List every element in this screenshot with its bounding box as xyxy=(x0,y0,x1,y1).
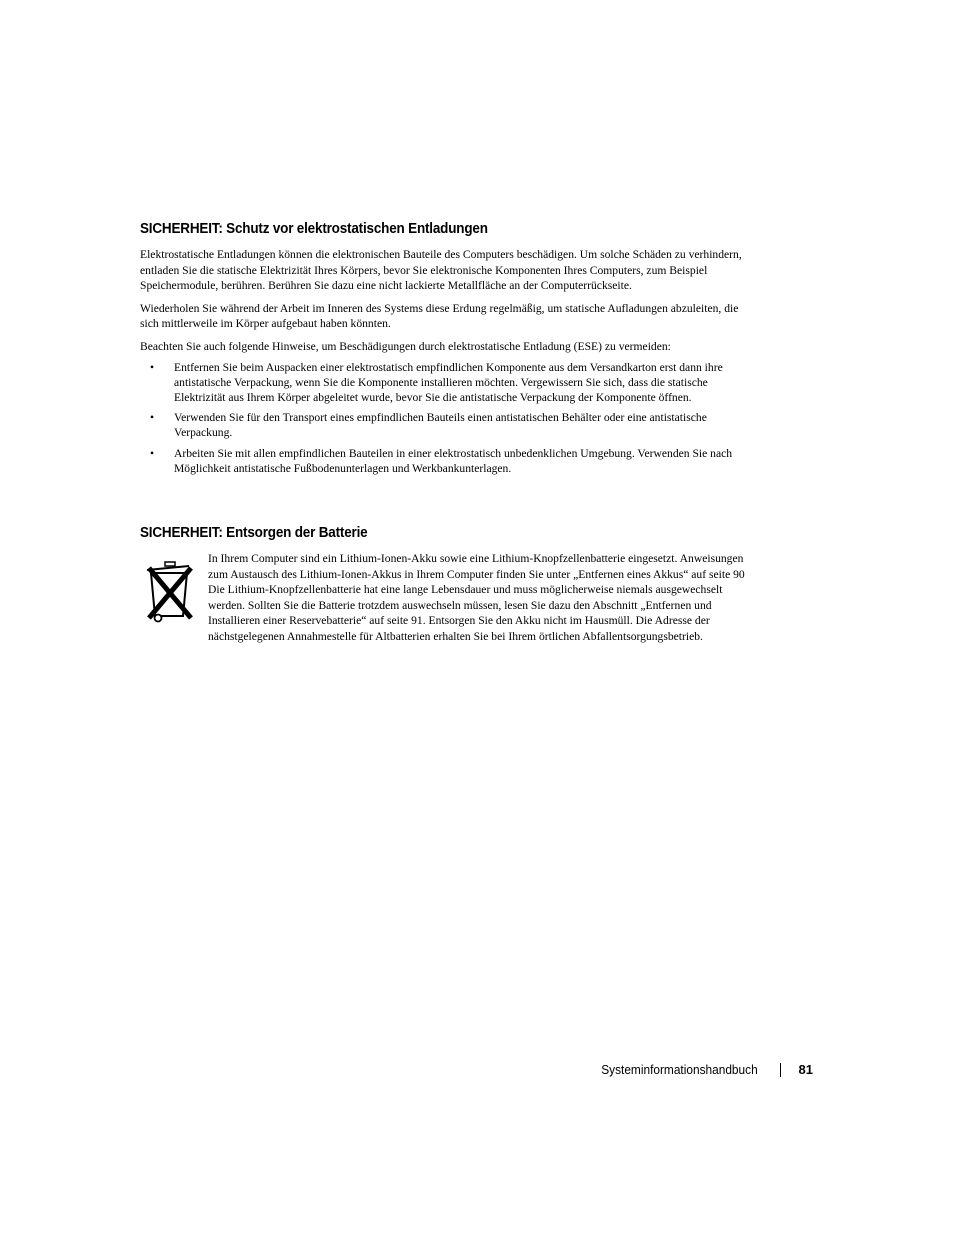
document-title: Systeminformationshandbuch xyxy=(601,1062,758,1077)
bullet-list xyxy=(140,361,754,477)
page-footer xyxy=(593,1062,813,1077)
bullet-icon: • xyxy=(150,446,155,460)
list-item-text: Arbeiten Sie mit allen empfindlichen Bauteilen in einer elektrostatisch unbedenklichen Umgebung. Verwenden Sie nach Möglichkeit antistatische Fußbodenunterlagen und Werkbankunterlagen. xyxy=(174,446,733,475)
list-item-text: Entfernen Sie beim Auspacken einer elektrostatisch empfindlichen Komponente aus dem Versandkarton erst dann ihre antistatische Verpackung, wenn Sie die Komponente installieren möchten. Vergewissern Sie sich, dass die statische Elektrizität aus Ihrem Körper abgeleitet wurde, bevor Sie die antistatische Verpackung der Komponente öffnen. xyxy=(174,361,723,404)
bullet-icon: • xyxy=(150,361,155,374)
bullet-icon: • xyxy=(150,411,155,425)
list-item xyxy=(140,361,754,405)
crossed-out-wheelie-bin-icon xyxy=(145,560,195,624)
paragraph: Beachten Sie auch folgende Hinweise, um Beschädigungen durch elektrostatische Entladung (ESE) zu vermeiden: xyxy=(140,339,671,353)
footer-divider xyxy=(780,1063,781,1077)
section-body-esd xyxy=(140,247,754,483)
list-item-text: Verwenden Sie für den Transport eines empfindlichen Bauteils einen antistatischen Behälter oder eine antistatische Verpackung. xyxy=(174,411,707,440)
list-item xyxy=(140,447,754,477)
section-heading-esd: SICHERHEIT: Schutz vor elektrostatischen Entladungen xyxy=(140,221,488,237)
page-number: 81 xyxy=(798,1062,813,1077)
list-item xyxy=(140,411,754,441)
paragraph: Elektrostatische Entladungen können die elektronischen Bauteile des Computers beschädigen. Um solche Schäden zu verhindern, entladen Sie die statische Elektrizität Ihres Körpers, bevor Sie elektronische Komponenten Ihres Computers, zum Beispiel Speichermodule, berühren. Berühren Sie dazu eine nicht lackierte Metallfläche an der Computerrückseite. xyxy=(140,248,742,292)
section-heading-battery: SICHERHEIT: Entsorgen der Batterie xyxy=(140,525,368,541)
battery-disposal-text: In Ihrem Computer sind ein Lithium-Ionen-Akku sowie eine Lithium-Knopfzellenbatterie eingesetzt. Anweisungen zum Austausch des Lithium-Ionen-Akkus in Ihrem Computer finden Sie unter „Entfernen eines Akkus“ auf seite 90 Die Lithium-Knopfzellenbatterie hat eine lange Lebensdauer und muss möglicherweise niemals ausgewechselt werden. Sollten Sie die Batterie trotzdem auswechseln müssen, lesen Sie dazu den Abschnitt „Entfernen und Installieren einer Reservebatterie“ auf seite 91. Entsorgen Sie den Akku nicht im Hausmüll. Die Adresse der nächstgelegenen Annahmestelle für Altbatterien erhalten Sie bei Ihrem örtlichen Abfallentsorgungsbetrieb. xyxy=(208,552,745,643)
paragraph: Wiederholen Sie während der Arbeit im Inneren des Systems diese Erdung regelmäßig, um statische Aufladungen abzuleiten, die sich mittlerweile im Körper aufgebaut haben könnten. xyxy=(140,301,739,330)
